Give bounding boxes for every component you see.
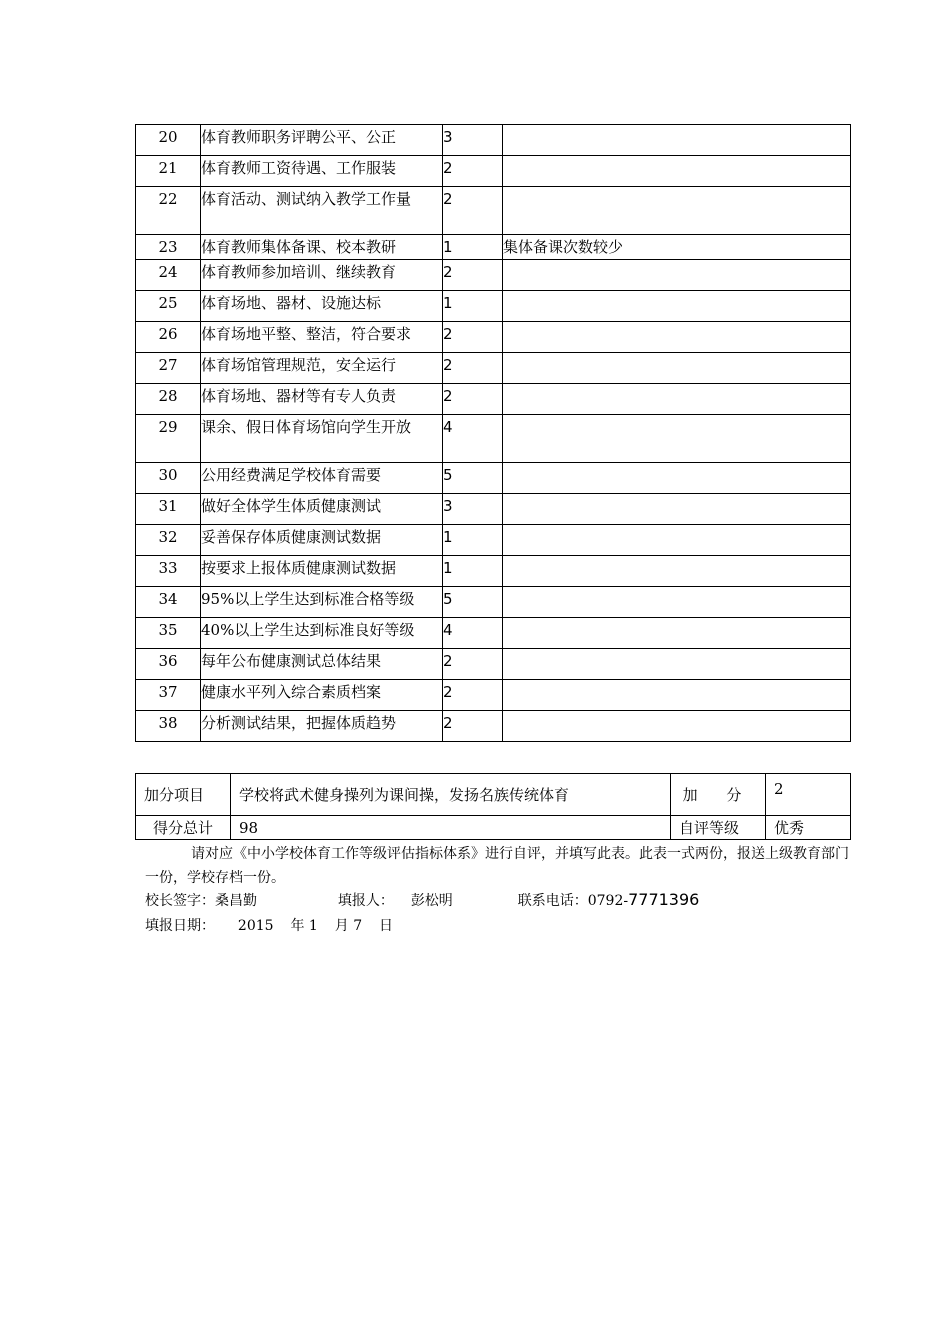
row-number: 35 (136, 618, 201, 649)
row-score: 2 (443, 711, 503, 742)
table-row (136, 415, 851, 463)
table-row (136, 187, 851, 235)
row-score: 3 (443, 125, 503, 156)
row-item: 做好全体学生体质健康测试 (201, 494, 443, 525)
date-day-unit: 日 (379, 918, 394, 934)
row-score: 4 (443, 618, 503, 649)
table-row (136, 260, 851, 291)
row-score: 1 (443, 291, 503, 322)
row-number: 21 (136, 156, 201, 187)
row-number: 30 (136, 463, 201, 494)
row-note (503, 384, 851, 415)
criteria-table (135, 124, 851, 742)
row-note (503, 680, 851, 711)
row-item: 体育教师职务评聘公平、公正 (201, 125, 443, 156)
row-note (503, 618, 851, 649)
row-item: 40%以上学生达到标准良好等级 (201, 618, 443, 649)
row-item: 健康水平列入综合素质档案 (201, 680, 443, 711)
signature-line (145, 890, 850, 911)
table-row (136, 587, 851, 618)
row-note (503, 260, 851, 291)
row-item: 体育场地平整、整洁，符合要求 (201, 322, 443, 353)
row-note (503, 587, 851, 618)
row-number: 26 (136, 322, 201, 353)
row-note (503, 711, 851, 742)
principal-label: 校长签字： (145, 893, 215, 909)
total-row (136, 816, 851, 840)
table-row (136, 322, 851, 353)
phone-number: 7771396 (628, 890, 700, 909)
row-score: 5 (443, 463, 503, 494)
row-number: 25 (136, 291, 201, 322)
row-item: 体育场地、器材等有专人负责 (201, 384, 443, 415)
table-row (136, 618, 851, 649)
row-number: 38 (136, 711, 201, 742)
row-score: 2 (443, 680, 503, 711)
date-month-unit: 月 (334, 918, 349, 934)
date-month: 1 (308, 918, 318, 934)
row-note (503, 187, 851, 235)
row-number: 24 (136, 260, 201, 291)
row-number: 31 (136, 494, 201, 525)
row-number: 23 (136, 235, 201, 260)
row-item: 95%以上学生达到标准合格等级 (201, 587, 443, 618)
row-score: 2 (443, 322, 503, 353)
row-item: 课余、假日体育场馆向学生开放 (201, 415, 443, 463)
criteria-table-body (136, 125, 851, 742)
date-year-unit: 年 (290, 918, 305, 934)
row-item: 妥善保存体质健康测试数据 (201, 525, 443, 556)
row-number: 36 (136, 649, 201, 680)
date-year: 2015 (237, 918, 274, 934)
table-row (136, 291, 851, 322)
bonus-row (136, 774, 851, 816)
row-note (503, 415, 851, 463)
date-line (145, 916, 850, 936)
row-note (503, 291, 851, 322)
bonus-label: 加分项目 (136, 774, 231, 816)
row-number: 27 (136, 353, 201, 384)
table-row (136, 711, 851, 742)
principal-name: 桑昌勤 (215, 893, 257, 909)
date-day: 7 (353, 918, 363, 934)
row-note (503, 156, 851, 187)
row-item: 体育场馆管理规范，安全运行 (201, 353, 443, 384)
row-note (503, 525, 851, 556)
row-note (503, 649, 851, 680)
date-label: 填报日期： (145, 918, 215, 934)
row-note (503, 353, 851, 384)
row-score: 2 (443, 187, 503, 235)
row-score: 1 (443, 525, 503, 556)
row-item: 体育教师参加培训、继续教育 (201, 260, 443, 291)
table-row (136, 680, 851, 711)
row-score: 1 (443, 556, 503, 587)
row-number: 32 (136, 525, 201, 556)
table-row (136, 556, 851, 587)
row-score: 4 (443, 415, 503, 463)
summary-table (135, 773, 851, 840)
table-row (136, 353, 851, 384)
row-item: 体育教师工资待遇、工作服装 (201, 156, 443, 187)
row-score: 2 (443, 353, 503, 384)
table-row (136, 156, 851, 187)
grade-label: 自评等级 (671, 816, 766, 840)
row-score: 2 (443, 649, 503, 680)
table-row (136, 525, 851, 556)
row-score: 2 (443, 260, 503, 291)
table-row (136, 649, 851, 680)
row-number: 33 (136, 556, 201, 587)
bonus-score-value: 2 (766, 774, 851, 816)
row-note (503, 463, 851, 494)
bonus-score-label: 加 分 (671, 774, 766, 816)
grade-value: 优秀 (766, 816, 851, 840)
phone-prefix: 0792- (587, 893, 629, 909)
instructions-text: 请对应《中小学校体育工作等级评估指标体系》进行自评，并填写此表。此表一式两份，报送上级教育部门一份，学校存档一份。 (145, 846, 849, 886)
row-item: 按要求上报体质健康测试数据 (201, 556, 443, 587)
row-number: 37 (136, 680, 201, 711)
row-item: 公用经费满足学校体育需要 (201, 463, 443, 494)
row-item: 体育教师集体备课、校本教研 (201, 235, 443, 260)
total-value: 98 (231, 816, 671, 840)
row-score: 3 (443, 494, 503, 525)
phone-label: 联系电话： (517, 893, 588, 909)
row-number: 34 (136, 587, 201, 618)
row-item: 分析测试结果，把握体质趋势 (201, 711, 443, 742)
table-row (136, 235, 851, 260)
row-item: 每年公布健康测试总体结果 (201, 649, 443, 680)
row-note (503, 125, 851, 156)
total-label: 得分总计 (136, 816, 231, 840)
row-score: 5 (443, 587, 503, 618)
filler-label: 填报人： (337, 893, 394, 909)
row-score: 1 (443, 235, 503, 260)
row-number: 28 (136, 384, 201, 415)
row-score: 2 (443, 384, 503, 415)
table-row (136, 125, 851, 156)
row-number: 20 (136, 125, 201, 156)
row-note (503, 556, 851, 587)
table-row (136, 494, 851, 525)
bonus-description: 学校将武术健身操列为课间操，发扬名族传统体育 (231, 774, 671, 816)
row-score: 2 (443, 156, 503, 187)
row-item: 体育场地、器材、设施达标 (201, 291, 443, 322)
filler-name: 彭松明 (410, 893, 453, 909)
table-row (136, 384, 851, 415)
row-note (503, 494, 851, 525)
row-note: 集体备课次数较少 (503, 235, 851, 260)
table-row (136, 463, 851, 494)
row-number: 22 (136, 187, 201, 235)
row-note (503, 322, 851, 353)
row-number: 29 (136, 415, 201, 463)
row-item: 体育活动、测试纳入教学工作量 (201, 187, 443, 235)
